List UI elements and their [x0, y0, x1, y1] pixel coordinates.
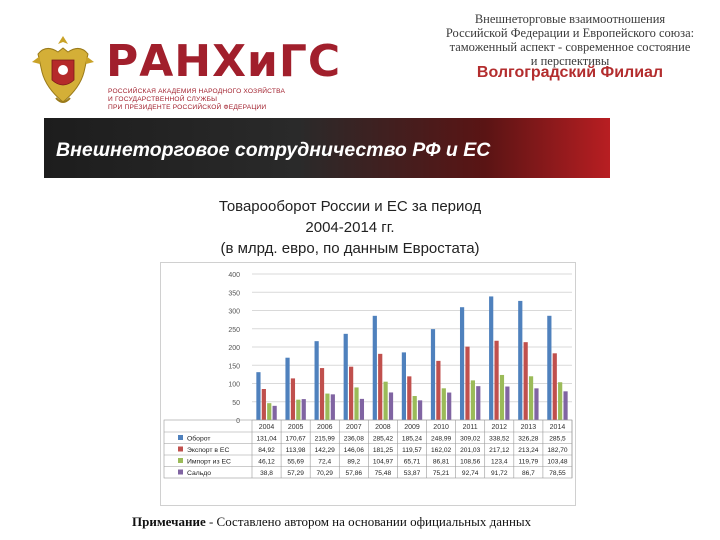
bar	[529, 376, 533, 420]
data-label: 236,08	[343, 435, 364, 443]
data-label: 78,55	[549, 470, 566, 477]
eagle-emblem-icon	[30, 32, 96, 110]
data-label: 182,70	[547, 447, 568, 454]
data-label: 326,28	[518, 435, 539, 443]
data-label: 185,24	[401, 435, 423, 443]
bar	[500, 375, 504, 420]
bar	[471, 380, 475, 420]
legend-label: Экспорт в ЕС	[187, 447, 230, 454]
x-tick-label: 2014	[549, 424, 566, 431]
bar	[354, 387, 358, 420]
bar	[553, 353, 557, 420]
bar	[373, 316, 377, 420]
y-tick-label: 100	[228, 381, 240, 389]
bar	[296, 400, 300, 420]
logo-subtitle-line: ПРИ ПРЕЗИДЕНТЕ РОССИЙСКОЙ ФЕДЕРАЦИИ	[108, 104, 267, 111]
data-label: 217,12	[489, 447, 510, 454]
data-label: 103,48	[547, 458, 568, 466]
data-label: 84,92	[258, 447, 275, 454]
bar	[320, 368, 324, 420]
x-tick-label: 2012	[491, 424, 508, 431]
x-tick-label: 2013	[520, 424, 537, 431]
bar	[384, 382, 388, 420]
bar	[505, 387, 509, 420]
data-label: 55,69	[287, 458, 304, 466]
bar	[273, 406, 277, 420]
bar	[436, 361, 440, 420]
legend-swatch	[178, 447, 183, 452]
chart-caption-line: (в млрд. евро, по данным Евростата)	[220, 240, 480, 257]
footnote-label: Примечание	[132, 514, 206, 529]
data-label: 57,86	[345, 470, 363, 477]
bar	[534, 388, 538, 420]
data-label: 142,29	[314, 447, 335, 454]
x-tick-label: 2004	[258, 424, 275, 431]
bar	[402, 352, 406, 420]
data-label: 131,04	[256, 435, 277, 443]
data-label: 89,2	[347, 458, 361, 466]
conference-title-line: Внешнеторговые взаимоотношения	[474, 12, 666, 26]
bar	[407, 376, 411, 420]
branch-name: Волгоградский Филиал	[476, 64, 664, 81]
data-label: 86,81	[432, 458, 450, 466]
bar	[285, 358, 289, 420]
data-label: 65,71	[403, 458, 421, 466]
y-tick-label: 350	[228, 290, 240, 298]
bar	[262, 389, 266, 420]
bar	[465, 347, 469, 420]
footnote	[132, 514, 652, 530]
bar	[494, 341, 498, 420]
legend-label: Сальдо	[187, 470, 212, 477]
data-label: 113,98	[285, 447, 306, 454]
conference-title-line: таможенный аспект - современное состояние	[449, 40, 691, 54]
legend-swatch	[178, 458, 183, 463]
chart-caption-line: Товарооборот России и ЕС за период	[218, 198, 482, 215]
bar	[302, 399, 306, 420]
y-tick-label: 200	[228, 345, 240, 352]
data-label: 170,67	[285, 435, 306, 443]
data-label: 215,99	[314, 435, 335, 443]
bar	[547, 316, 551, 420]
chart-caption-line: 2004-2014 гг.	[305, 219, 395, 236]
data-label: 123,4	[491, 458, 508, 466]
y-tick-label: 400	[228, 272, 240, 279]
bar	[489, 296, 493, 420]
bar	[389, 392, 393, 420]
bar	[378, 354, 382, 420]
data-label: 119,57	[402, 447, 422, 454]
data-label: 75,21	[432, 470, 450, 477]
logo-subtitle-line: И ГОСУДАРСТВЕННОЙ СЛУЖБЫ	[108, 96, 218, 103]
bar	[413, 396, 417, 420]
data-label: 201,03	[460, 447, 481, 454]
bar	[442, 388, 446, 420]
x-tick-label: 2011	[462, 424, 478, 431]
bar	[524, 342, 528, 420]
data-label: 338,52	[489, 435, 510, 443]
data-label: 104,97	[372, 458, 393, 466]
data-label: 119,79	[518, 458, 539, 466]
bar	[291, 378, 295, 420]
data-label: 181,25	[372, 447, 393, 454]
bar	[360, 399, 364, 420]
y-tick-label: 150	[228, 363, 240, 371]
data-label: 248,99	[431, 435, 452, 443]
bar	[418, 400, 422, 420]
logo-subtitle-line: РОССИЙСКАЯ АКАДЕМИЯ НАРОДНОГО ХОЗЯЙСТВА	[108, 88, 286, 95]
data-label: 75,48	[374, 470, 392, 477]
y-tick-label: 50	[232, 399, 240, 407]
data-label: 92,74	[461, 470, 479, 477]
footnote-text: - Составлено автором на основании официальных данных	[205, 514, 532, 529]
data-label: 285,42	[372, 435, 393, 443]
x-tick-label: 2008	[375, 424, 391, 431]
bar	[431, 329, 435, 420]
conference-title-line: и перспективы	[530, 54, 610, 68]
bar	[476, 386, 480, 420]
y-tick-label: 0	[236, 418, 240, 425]
bar	[331, 394, 335, 420]
bar	[460, 307, 464, 420]
data-label: 146,06	[343, 447, 364, 454]
data-label: 309,02	[460, 435, 481, 443]
data-label: 57,29	[287, 470, 304, 477]
data-label: 72,4	[318, 458, 332, 466]
legend-swatch	[178, 470, 183, 475]
legend-label: Оборот	[187, 435, 211, 443]
data-label: 86,7	[521, 470, 535, 477]
bar	[344, 334, 348, 420]
x-tick-label: 2007	[346, 424, 362, 431]
bar	[558, 382, 562, 420]
bar	[447, 393, 451, 420]
data-label: 38,8	[260, 470, 273, 477]
data-label: 108,56	[460, 458, 481, 466]
data-label: 285,5	[549, 435, 566, 443]
bar	[325, 394, 329, 420]
x-tick-label: 2006	[316, 424, 333, 431]
bar	[518, 301, 522, 420]
bar	[256, 372, 260, 420]
x-tick-label: 2005	[287, 424, 304, 431]
y-tick-label: 250	[228, 326, 240, 334]
y-tick-label: 300	[228, 308, 240, 316]
data-label: 213,24	[518, 447, 539, 454]
data-label: 91,72	[491, 470, 508, 477]
trade-chart	[160, 262, 576, 506]
x-tick-label: 2009	[404, 424, 420, 431]
bar	[315, 341, 319, 420]
slide-title: Внешнеторговое сотрудничество РФ и ЕС	[56, 139, 491, 161]
bar	[349, 367, 353, 420]
data-label: 70,29	[316, 470, 333, 477]
bar	[563, 391, 567, 420]
conference-title	[445, 12, 695, 68]
data-label: 53,87	[403, 470, 421, 477]
data-label: 162,02	[431, 447, 452, 454]
bar	[267, 403, 271, 420]
legend-swatch	[178, 435, 183, 440]
x-tick-label: 2010	[433, 424, 449, 431]
logo-title: РАНХиГС	[106, 36, 342, 87]
data-label: 46,12	[258, 458, 275, 466]
conference-title-line: Российской Федерации и Европейского союза:	[445, 26, 695, 40]
legend-label: Импорт из ЕС	[187, 458, 231, 466]
